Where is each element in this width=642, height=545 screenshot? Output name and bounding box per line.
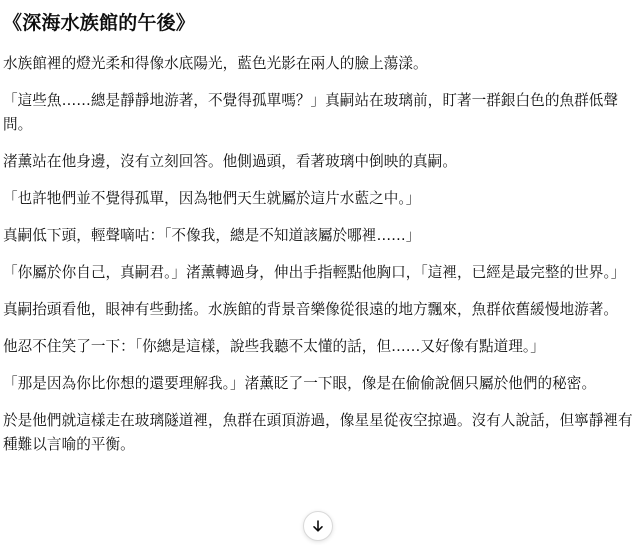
paragraph-5: 真嗣低下頭，輕聲嘀咕：「不像我，總是不知道該屬於哪裡……」: [3, 227, 421, 244]
paragraph-3: 渚薰站在他身邊，沒有立刻回答。他側過頭，看著玻璃中倒映的真嗣。: [3, 153, 457, 170]
paragraph-4: 「也許牠們並不覺得孤單，因為牠們天生就屬於這片水藍之中。」: [3, 190, 421, 207]
paragraph-1: 水族館裡的燈光柔和得像水底陽光，藍色光影在兩人的臉上蕩漾。: [3, 55, 428, 72]
paragraph-7: 真嗣抬頭看他，眼神有些動搖。水族館的背景音樂像從很遠的地方飄來，魚群依舊緩慢地游著。: [3, 301, 619, 318]
scroll-down-button[interactable]: [303, 511, 333, 541]
paragraph-2: 「這些魚……總是靜靜地游著，不覺得孤單嗎？」真嗣站在玻璃前，盯著一群銀白色的魚群低聲問。: [3, 92, 619, 133]
document-title: 《深海水族館的午後》: [3, 12, 196, 34]
paragraph-10: 於是他們就這樣走在玻璃隧道裡，魚群在頭頂游過，像星星從夜空掠過。沒有人說話，但寧靜裡有種難以言喻的平衡。: [3, 412, 633, 453]
paragraph-6: 「你屬於你自己，真嗣君。」渚薰轉過身，伸出手指輕點他胸口，「這裡，已經是最完整的世界。」: [3, 264, 626, 281]
paragraph-8: 他忍不住笑了一下：「你總是這樣，說些我聽不太懂的話，但……又好像有點道理。」: [3, 338, 545, 355]
paragraph-9: 「那是因為你比你想的還要理解我。」渚薰眨了一下眼，像是在偷偷說個只屬於他們的秘密。: [3, 375, 597, 392]
arrow-down-icon: [311, 519, 325, 533]
